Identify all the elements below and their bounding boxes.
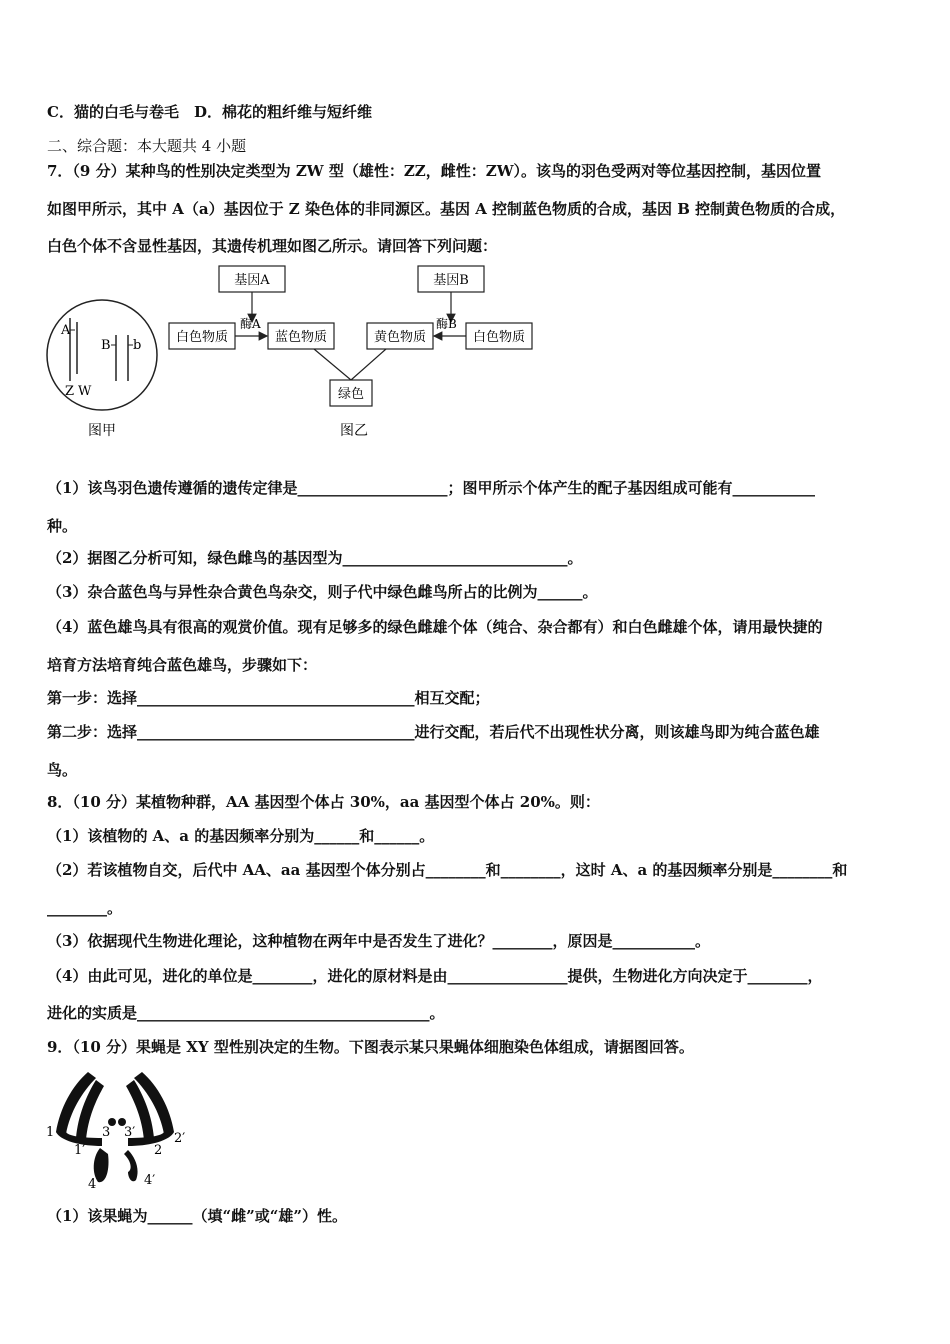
label-2: 2 (154, 1143, 163, 1158)
gene-a-label: 基因A (234, 273, 270, 288)
q7-stem-line-2: 如图甲所示，其中 A（a）基因位于 Z 染色体的非同源区。基因 A 控制蓝色物质的合成，基因 B 控制黄色物质的合成， (47, 200, 846, 218)
q8-part4-line-2: 进化的实质是_______________________________________。 (47, 1004, 445, 1022)
label-2-prime: 2′ (174, 1131, 186, 1146)
q7-part2: （2）据图乙分析可知，绿色雌鸟的基因型为______________________________。 (47, 549, 583, 567)
line-blue-to-green (314, 349, 351, 380)
caption-yi: 图乙 (340, 423, 368, 439)
label-W: W (78, 384, 92, 399)
enzyme-b-label: 酶B (436, 317, 457, 331)
figure-fly-chromosomes (44, 1066, 190, 1192)
label-A: A (61, 323, 71, 338)
white-substance-left: 白色物质 (175, 330, 229, 345)
caption-jia: 图甲 (88, 423, 116, 439)
q9-part1: （1）该果蝇为______（填“雌”或“雄”）性。 (47, 1207, 347, 1225)
blue-substance: 蓝色物质 (274, 330, 328, 345)
q8-stem: 8．（10 分）某植物种群，AA 基因型个体占 30%，aa 基因型个体占 20%。则： (47, 793, 600, 811)
q7-step2-line-1: 第二步：选择_____________________________________进行交配，若后代不出现性状分离，则该雄鸟即为纯合蓝色雄 (47, 723, 820, 741)
label-4-prime: 4′ (144, 1173, 156, 1188)
q7-part4-line-1: （4）蓝色雄鸟具有很高的观赏价值。现有足够多的绿色雌雄个体（纯合、杂合都有）和白色雌雄个体，请用最快捷的 (47, 618, 823, 636)
cell-circle (47, 300, 157, 410)
q9-stem: 9．（10 分）果蝇是 XY 型性别决定的生物。下图表示某只果蝇体细胞染色体组成，请据图回答。 (47, 1038, 694, 1056)
label-B: B (101, 338, 111, 353)
q7-part1-line-1: （1）该鸟羽色遗传遵循的遗传定律是____________________；图甲所示个体产生的配子基因组成可能有___________ (47, 479, 815, 497)
figure-yi (164, 262, 538, 442)
gene-b-label: 基因B (433, 273, 469, 288)
label-3-prime: 3′ (124, 1125, 136, 1140)
q8-part3: （3）依据现代生物进化理论，这种植物在两年中是否发生了进化？________，原因是___________。 (47, 932, 710, 950)
label-3: 3 (102, 1125, 111, 1140)
q7-part1-line-2: 种。 (47, 517, 78, 535)
q8-part4-line-1: （4）由此可见，进化的单位是________，进化的原材料是由________________提供，生物进化方向决定于________， (47, 967, 823, 985)
q7-step2-line-2: 鸟。 (47, 761, 78, 779)
q7-stem-line-1: 7．（9 分）某种鸟的性别决定类型为 ZW 型（雄性：ZZ，雌性：ZW）。该鸟的羽色受两对等位基因控制，基因位置 (47, 162, 822, 180)
q8-part2-line-2: ________。 (47, 899, 123, 917)
chromosome-4-prime (124, 1150, 138, 1181)
figure-jia (42, 298, 164, 443)
yellow-substance: 黄色物质 (373, 330, 427, 345)
label-1-prime: 1′ (74, 1143, 86, 1158)
line-yellow-to-green (351, 349, 386, 380)
label-Z: Z (65, 384, 75, 399)
label-1: 1 (46, 1125, 55, 1140)
section-heading: 二、综合题：本大题共 4 小题 (47, 137, 247, 155)
q7-stem-line-3: 白色个体不含显性基因，其遗传机理如图乙所示。请回答下列问题： (47, 237, 498, 255)
q8-part2-line-1: （2）若该植物自交，后代中 AA、aa 基因型个体分别占________和________，这时 A、a 的基因频率分别是________和 (47, 861, 848, 879)
q7-step1: 第一步：选择_____________________________________相互交配； (47, 689, 490, 707)
option-cd-line: C．猫的白毛与卷毛 D．棉花的粗纤维与短纤维 (47, 103, 372, 121)
white-substance-right: 白色物质 (472, 330, 526, 345)
label-4: 4 (88, 1177, 97, 1192)
q7-part4-line-2: 培育方法培育纯合蓝色雄鸟，步骤如下： (47, 656, 318, 674)
q7-part3: （3）杂合蓝色鸟与异性杂合黄色鸟杂交，则子代中绿色雌鸟所占的比例为______。 (47, 583, 598, 601)
green-label: 绿色 (337, 387, 365, 402)
q8-part1: （1）该植物的 A、a 的基因频率分别为______和______。 (47, 827, 435, 845)
enzyme-a-label: 酶A (240, 317, 261, 331)
label-b: b (133, 338, 142, 353)
